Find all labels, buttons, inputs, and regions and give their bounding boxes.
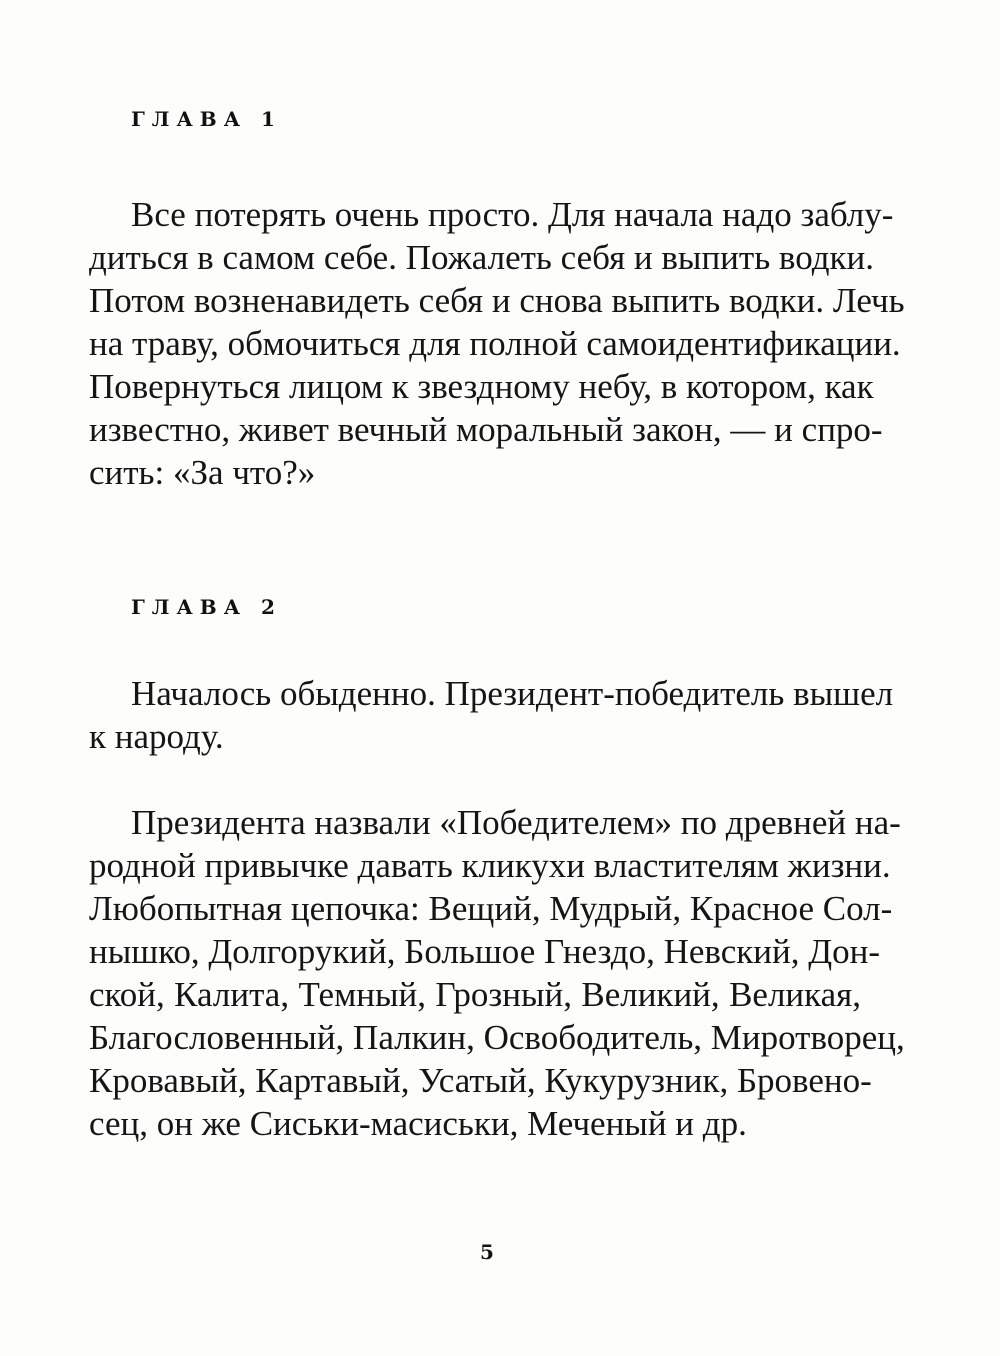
text-line: Повернуться лицом к звездному небу, в котором, как <box>89 367 874 406</box>
text-line: известно, живет вечный моральный закон, — и спро- <box>89 410 883 449</box>
text-line: сец, он же Сиськи-масиськи, Меченый и др. <box>89 1104 747 1143</box>
text-line: диться в самом себе. Пожалеть себя и выпить водки. <box>89 238 874 277</box>
text-line: на траву, обмочиться для полной самоидентификации. <box>89 324 901 363</box>
text-line: Началось обыденно. Президент-победитель вышел <box>131 674 894 713</box>
text-line: Кровавый, Картавый, Усатый, Кукурузник, Бровено- <box>89 1061 872 1100</box>
text-line: ской, Калита, Темный, Грозный, Великий, Великая, <box>89 975 861 1014</box>
text-line: сить: «За что?» <box>89 453 316 492</box>
page-number: 5 <box>480 1240 494 1264</box>
text-line: Все потерять очень просто. Для начала надо заблу- <box>131 195 894 234</box>
text-line: к народу. <box>89 717 224 756</box>
text-line: родной привычке давать кликухи властителям жизни. <box>89 846 891 885</box>
chapter-1-heading: ГЛАВА 1 <box>131 107 282 131</box>
text-line: Президента назвали «Победителем» по древней на- <box>131 803 901 842</box>
text-line: нышко, Долгорукий, Большое Гнездо, Невский, Дон- <box>89 932 881 971</box>
chapter-2-heading: ГЛАВА 2 <box>131 595 282 619</box>
text-line: Любопытная цепочка: Вещий, Мудрый, Красное Сол- <box>89 889 893 928</box>
chapter-1-paragraph-1 <box>89 193 905 494</box>
text-line: Благословенный, Палкин, Освободитель, Миротворец, <box>89 1018 905 1057</box>
chapter-2-paragraph-1 <box>89 672 894 758</box>
chapter-2-paragraph-2 <box>89 801 905 1145</box>
text-line: Потом возненавидеть себя и снова выпить водки. Лечь <box>89 281 905 320</box>
